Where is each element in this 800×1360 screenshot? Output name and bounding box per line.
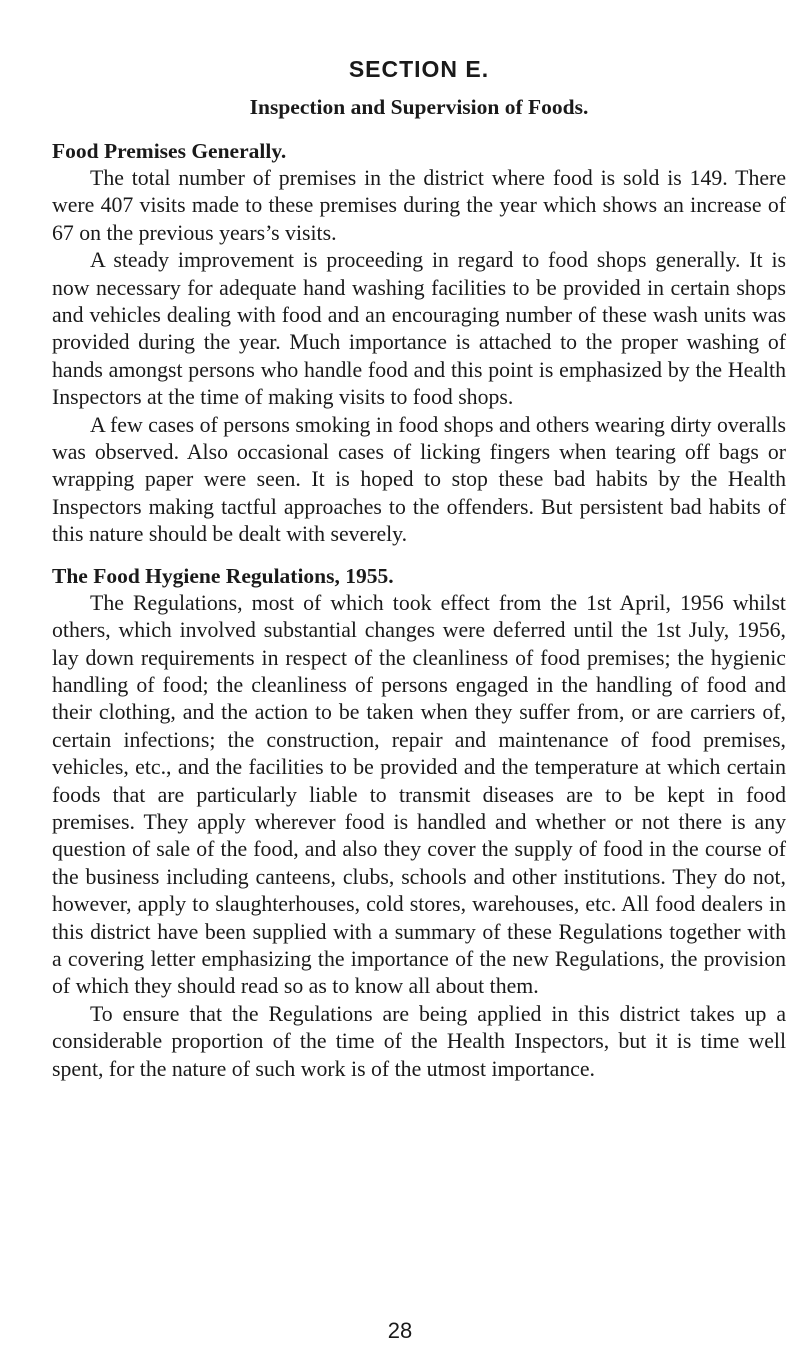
section-food-premises xyxy=(52,138,786,549)
paragraph: The Regulations, most of which took effect from the 1st April, 1956 whilst others, which involved substantial changes were deferred until the 1st July, 1956, lay down requirements in respect of the cleanliness of food premises; the hygienic handling of food; the cleanliness of persons engaged in the handling of food and their clothing, and the action to be taken when they suffer from, or are carriers of, certain infections; the construction, repair and maintenance of food premises, vehicles, etc., and the facilities to be provided and the temperature at which certain foods that are particularly liable to transmit diseases are to be kept in food premises. They apply wherever food is handled and whether or not there is any question of sale of the food, and also they cover the supply of food in the course of the business including canteens, clubs, schools and other institutions. They do not, however, apply to slaughterhouses, cold stores, warehouses, etc. All food dealers in this district have been supplied with a summary of these Regulations together with a covering letter emphasizing the importance of the new Regulations, the provision of which they should read so as to know all about them. xyxy=(52,590,786,999)
paragraph: A few cases of persons smoking in food shops and others wearing dirty overalls was observed. Also occasional cases of licking fingers when tearing off bags or wrapping paper were seen. It is hoped to stop these bad habits by the Health Inspectors making tactful approaches to the offenders. But persistent bad habits of this nature should be dealt with severely. xyxy=(52,412,786,547)
page-number: 28 xyxy=(387,1318,413,1343)
paragraph: To ensure that the Regulations are being applied in this district takes up a considerable proportion of the time of the Health Inspectors, but it is time well spent, for the nature of such work is of the utmost importance. xyxy=(52,1001,786,1081)
document-subtitle: Inspection and Supervision of Foods. xyxy=(249,95,589,119)
section-heading: The Food Hygiene Regulations, 1955. xyxy=(52,563,394,588)
section-title: SECTION E. xyxy=(348,56,490,82)
paragraph: The total number of premises in the district where food is sold is 149. There were 407 visits made to these premises during the year which shows an increase of 67 on the previous years’s visits. xyxy=(52,166,786,245)
paragraph: A steady improvement is proceeding in regard to food shops generally. It is now necessary for adequate hand washing facilities to be provided in certain shops and vehicles dealing with food and an encouraging number of these wash units was provided during the year. Much importance is attached to the proper washing of hands amongst persons who handle food and this point is emphasized by the Health Inspectors at the time of making visits to food shops. xyxy=(52,248,786,410)
section-heading: Food Premises Generally. xyxy=(52,139,287,163)
section-food-hygiene-regulations xyxy=(52,563,786,1083)
document-page xyxy=(52,56,786,1097)
